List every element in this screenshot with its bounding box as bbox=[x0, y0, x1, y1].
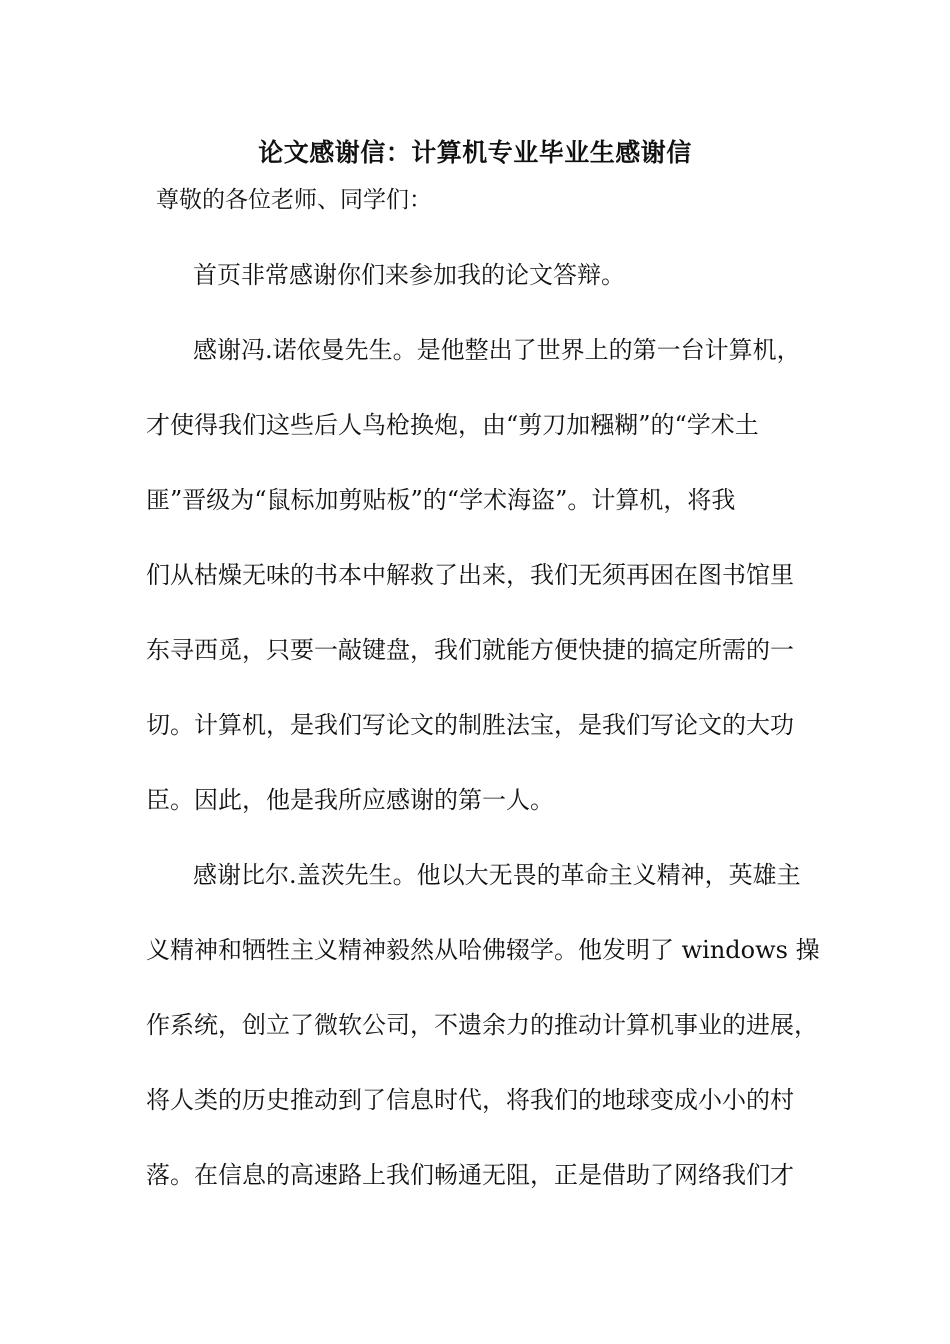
paragraph-line: 才使得我们这些后人鸟枪换炮，由“剪刀加糨糊”的“学术土 bbox=[146, 411, 759, 439]
paragraph-line: 感谢比尔.盖茨先生。他以大无畏的革命主义精神，英雄主 bbox=[193, 861, 801, 889]
paragraph-line: 切。计算机，是我们写论文的制胜法宝，是我们写论文的大功 bbox=[146, 711, 794, 739]
paragraph-line: 首页非常感谢你们来参加我的论文答辩。 bbox=[193, 261, 625, 289]
page-title: 论文感谢信：计算机专业毕业生感谢信 bbox=[258, 138, 692, 167]
paragraph-line: 感谢冯.诺依曼先生。是他整出了世界上的第一台计算机， bbox=[193, 336, 801, 364]
paragraph-line: 们从枯燥无味的书本中解救了出来，我们无须再困在图书馆里 bbox=[146, 561, 794, 589]
paragraph-line: 臣。因此，他是我所应感谢的第一人。 bbox=[146, 786, 554, 814]
paragraph-line: 将人类的历史推动到了信息时代，将我们的地球变成小小的村 bbox=[146, 1086, 794, 1114]
paragraph-line: 东寻西觅，只要一敲键盘，我们就能方便快捷的搞定所需的一 bbox=[146, 636, 794, 664]
paragraph-line: 义精神和牺牲主义精神毅然从哈佛辍学。他发明了 windows 操 bbox=[146, 936, 820, 964]
paragraph-line: 匪”晋级为“鼠标加剪贴板”的“学术海盗”。计算机，将我 bbox=[146, 486, 736, 514]
paragraph-line: 落。在信息的高速路上我们畅通无阻，正是借助了网络我们才 bbox=[146, 1161, 794, 1189]
salutation: 尊敬的各位老师、同学们： bbox=[156, 187, 432, 213]
paragraph-line: 作系统，创立了微软公司，不遗余力的推动计算机事业的进展， bbox=[146, 1011, 818, 1039]
